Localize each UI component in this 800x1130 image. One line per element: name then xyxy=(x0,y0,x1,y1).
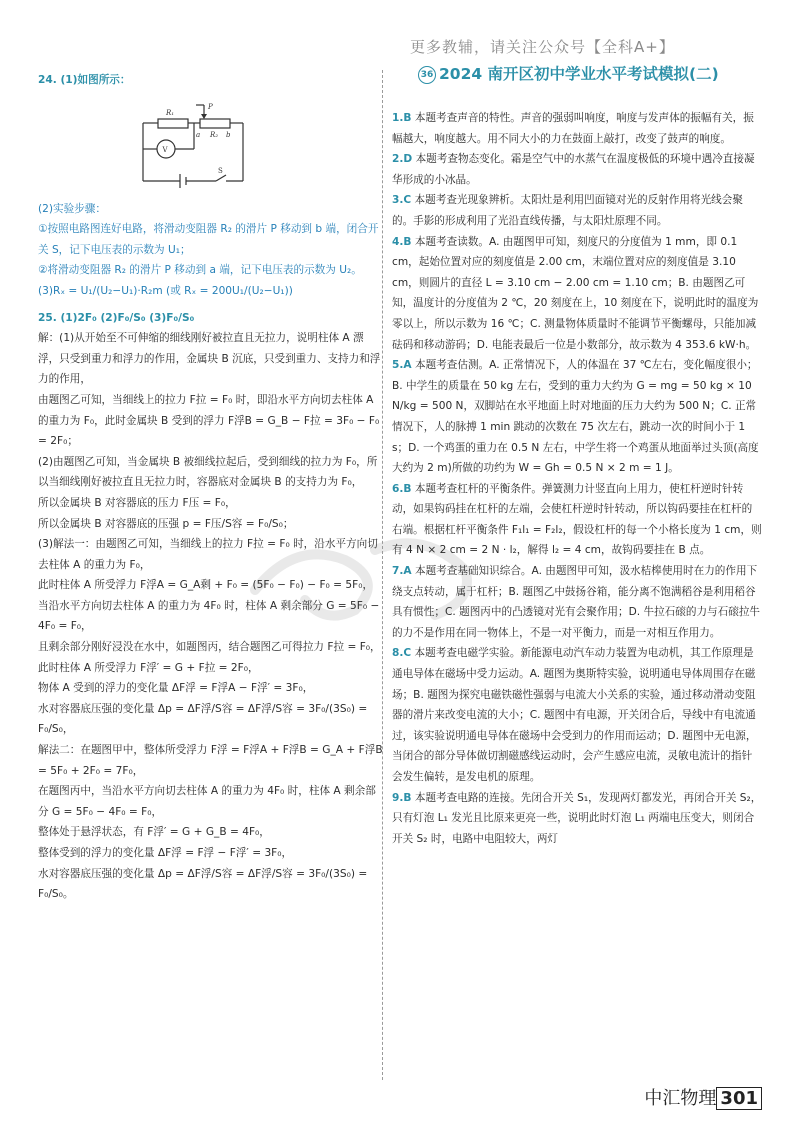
q24-heading: 24. (1)如图所示： xyxy=(38,74,131,86)
q25-line: 在题图丙中，当沿水平方向切去柱体 A 的重力为 4F₀ 时，柱体 A 剩余部分 G = 5F₀ − 4F₀ = F₀， xyxy=(38,785,376,818)
q25-line: 当沿水平方向切去柱体 A 的重力为 4F₀ 时，柱体 A 剩余部分 G = 5F₀ − 4F₀ = F₀， xyxy=(38,599,380,633)
q25-line: 且剩余部分刚好浸没在水中，如题图丙，结合题图乙可得拉力 F拉 = F₀， xyxy=(38,641,381,654)
exam-title-text: 2024 南开区初中学业水平考试模拟(二) xyxy=(439,65,719,83)
q25-line: (2)由题图乙可知，当金属块 B 被细线拉起后，受到细线的拉力为 F₀，所以当细线刚好被拉直且无拉力时，容器底对金属块 B 的支持力为 F₀， xyxy=(38,455,378,489)
q25-line: 整体处于悬浮状态，有 F浮′ = G + G_B = 4F₀， xyxy=(38,826,270,839)
q25-line: 所以金属块 B 对容器底的压强 p = F压/S容 = F₀/S₀； xyxy=(38,517,294,530)
q25-line: 此时柱体 A 所受浮力 F浮′ = G + F拉 = 2F₀， xyxy=(38,661,259,674)
q25-line: 解：(1)从开始至不可伸缩的细线刚好被拉直且无拉力，说明柱体 A 漂浮，只受到重力和浮力的作用，金属块 B 沉底，只受到重力、支持力和浮力的作用， xyxy=(38,332,381,386)
answer-item: 8.C 本题考查电磁学实验。新能源电动汽车动力装置为电动机，其工作原理是通电导体在磁场中受力运动。A. 题图为奥斯特实验，说明通电导体周围存在磁场；B. 题图为探究电磁铁磁性强弱与电流大小关系的实验，通过移动滑动变阻器的滑片来改变电流的大小；C. 题图中有电源，开关闭合后，导线中有电流通过，该实验说明通电导体在磁场中会受到力的作用而运动；D. 题图中无电源，当闭合的部分导体做切割磁感线运动时，会产生感应电流，灵敏电流计的指针会发生偏转，是发电机的原理。 xyxy=(392,647,757,783)
answer-item: 2.D 本题考查物态变化。霜是空气中的水蒸气在温度极低的环境中遇冷直接凝华形成的小冰晶。 xyxy=(392,153,755,186)
exam-number-badge: 36 xyxy=(418,66,436,84)
answer-item: 5.A 本题考查估测。A. 正常情况下，人的体温在 37 ℃左右，变化幅度很小；B. 中学生的质量在 50 kg 左右，受到的重力大约为 G = mg = 50 kg × 10 N/kg = 500 N，双脚站在水平地面上时对地面的压力大约为 500 N；C. 正常情况下，人的脉搏 1 min 跳动的次数在 75 次左右，跳动一次的时间小于 1 s；D. 一个鸡蛋的重力在 0.5 N 左右，中学生将一个鸡蛋从地面举过头顶(高度大约为 2 m)所做的功约为 W = Gh = 0.5 N × 2 m = 1 J。 xyxy=(392,359,759,475)
q24-steps-title: (2)实验步骤： xyxy=(38,202,106,215)
label-r2: R₂ xyxy=(210,130,219,139)
q25-line: 解法二：在题图甲中，整体所受浮力 F浮 = F浮A + F浮B = G_A + F浮B = 5F₀ + 2F₀ = 7F₀， xyxy=(38,744,383,777)
q25-line: 物体 A 受到的浮力的变化量 ΔF浮 = F浮A − F浮′ = 3F₀， xyxy=(38,682,314,695)
answer-item: 9.B 本题考查电路的连接。先闭合开关 S₁，发现两灯都发光，再闭合开关 S₂，只有灯泡 L₁ 发光且比原来更亮一些，说明此时灯泡 L₁ 两端电压变大，则闭合开关 S₂ 时，电路中电阻较大，两灯 xyxy=(392,791,762,845)
label-b: b xyxy=(226,130,231,139)
q25-line: (3)解法一：由题图乙可知，当细线上的拉力 F拉 = F₀ 时，沿水平方向切去柱体 A 的重力为 F₀， xyxy=(38,538,378,571)
header-promo-note: 更多教辅，请关注公众号【全科A+】 xyxy=(410,38,675,56)
label-a: a xyxy=(196,130,201,139)
slider-arrow-icon xyxy=(201,114,207,119)
switch-label: S xyxy=(218,166,223,175)
answer-item: 7.A 本题考查基础知识综合。A. 由题图甲可知，汲水桔槔使用时在力的作用下绕支点转动，属于杠杆；B. 题图乙中鼓扬谷箱，能分离不饱满稻谷是利用稻谷具有惯性；C. 题图丙中的凸透镜对光有会聚作用；D. 牛拉石磙的力与石磙拉牛的力不是作用在同一物体上，不是一对平衡力，而是一对相互作用力。 xyxy=(392,565,761,639)
label-p: P xyxy=(208,102,213,111)
answer-item: 1.B 本题考查声音的特性。声音的强弱叫响度，响度与发声体的振幅有关，振幅越大，响度越大。用不同大小的力在鼓面上敲打，改变了鼓声的响度。 xyxy=(392,112,754,145)
page-number: 301 xyxy=(716,1087,762,1110)
q25-line: 所以金属块 B 对容器底的压力 F压 = F₀， xyxy=(38,496,236,509)
label-r1: R₁ xyxy=(166,108,175,117)
resistor-r2-symbol xyxy=(200,119,230,128)
q24-formula: (3)Rₓ = U₁/(U₂−U₁)·R₂m (或 Rₓ = 200U₁/(U₂−U₁)) xyxy=(38,284,293,297)
q25-heading: 25. (1)2F₀ (2)F₀/S₀ (3)F₀/S₀ xyxy=(38,311,195,324)
page-footer xyxy=(644,1084,762,1110)
q25-line: 整体受到的浮力的变化量 ΔF浮 = F浮 − F浮′ = 3F₀， xyxy=(38,847,293,859)
q24-step-2: ②将滑动变阻器 R₂ 的滑片 P 移动到 a 端，记下电压表的示数为 U₂。 xyxy=(38,264,362,277)
book-name: 中汇物理 xyxy=(644,1088,717,1109)
right-column xyxy=(392,108,762,849)
voltmeter-label: V xyxy=(162,145,168,154)
q25-line: 水对容器底压强的变化量 Δp = ΔF浮/S容 = ΔF浮/S容 = 3F₀/(3S₀) = F₀/S₀。 xyxy=(38,867,368,901)
resistor-r1-symbol xyxy=(158,119,188,128)
q25-line: 此时柱体 A 所受浮力 F浮A = G_A剩 + F₀ = (5F₀ − F₀) − F₀ = 5F₀， xyxy=(38,579,374,592)
answer-item: 3.C 本题考查光现象辨析。太阳灶是利用凹面镜对光的反射作用将光线会聚的。手影的形成利用了光沿直线传播，与太阳灶原理不同。 xyxy=(392,194,743,227)
q24-step-1: ①按照电路图连好电路，将滑动变阻器 R₂ 的滑片 P 移动到 b 端，闭合开关 S，记下电压表的示数为 U₁； xyxy=(38,223,379,256)
q25-line: 水对容器底压强的变化量 Δp = ΔF浮/S容 = ΔF浮/S容 = 3F₀/(3S₀) = F₀/S₀， xyxy=(38,702,368,736)
answer-item: 4.B 本题考查读数。A. 由题图甲可知，刻度尺的分度值为 1 mm，即 0.1 cm，起始位置对应的刻度值是 2.00 cm，末端位置对应的刻度值是 3.10 cm，则圆片的直径 L = 3.10 cm − 2.00 cm = 1.10 cm；B. 由题图乙可知，温度计的分度值为 2 ℃，20 刻度在上，10 刻度在下，说明此时的温度为零以上，所以示数为 16 ℃；C. 测量物体质量时不能调节平衡螺母，只能加减砝码和移动游码；D. 电能表最后一位是小数部分，故示数为 4 353.6 kW·h。 xyxy=(392,235,759,351)
circuit-diagram xyxy=(138,97,248,189)
q25-line: 由题图乙可知，当细线上的拉力 F拉 = F₀ 时，即沿水平方向切去柱体 A 的重力为 F₀，此时金属块 B 受到的浮力 F浮B = G_B − F拉 = 3F₀ − F₀ = 2F₀； xyxy=(38,393,380,448)
left-column xyxy=(38,70,383,905)
answer-item: 6.B 本题考查杠杆的平衡条件。弹簧测力计竖直向上用力，使杠杆逆时针转动，如果钩码挂在杠杆的左端，会使杠杆逆时针转动，所以钩码要挂在杠杆的右端。根据杠杆平衡条件 F₁l₁ = F₂l₂，假设杠杆的每一个小格长度为 1 cm，则有 4 N × 2 cm = 2 N · l₂，解得 l₂ = 4 cm，故钩码要挂在 B 点。 xyxy=(392,482,762,557)
exam-title xyxy=(418,62,719,84)
